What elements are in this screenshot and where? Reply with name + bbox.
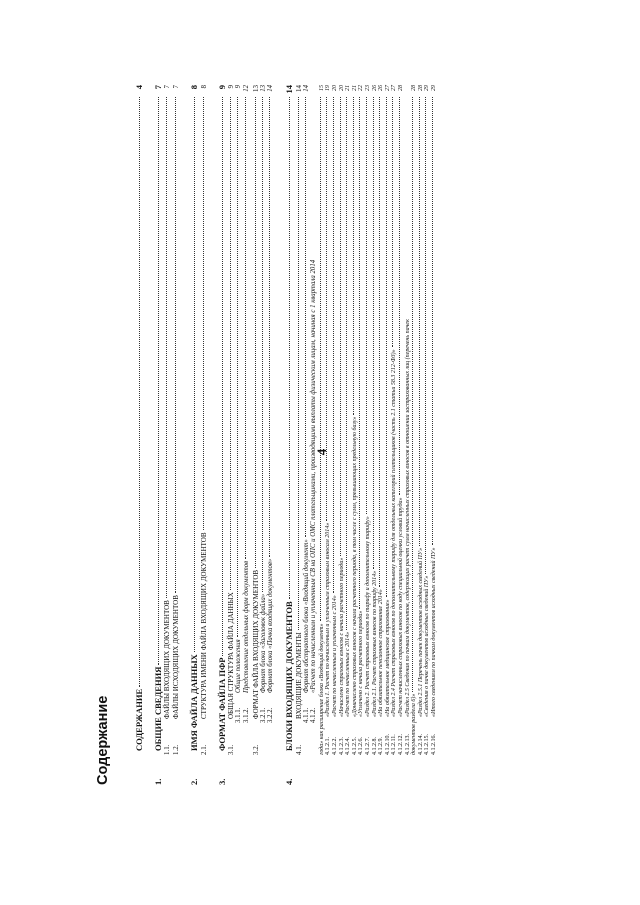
toc-entry[interactable] [311,85,318,785]
toc-entry-title: «Расчет по начисленным с 2014» [345,631,352,717]
toc-entry-page: 29 [424,85,431,91]
toc-dot-leader [425,97,426,574]
toc-entry-number: 3.2. [251,744,260,755]
toc-entry-title: «Доначислено страховых взносов с начала расчетного периода, в том числе с сумм, превышающих предельную базу» [351,416,358,717]
toc-entry-number: 4.1. [294,744,303,755]
toc-entry-number: 3.2.1. [259,707,267,723]
rotated-page-content [95,45,615,805]
toc-entry-number: 4.1.2.15. [424,734,431,755]
toc-entry-title: «Начислено страховых взносов с начала расчетного периода» [338,557,345,717]
toc-entry[interactable] [296,85,303,785]
toc-entry[interactable] [304,85,311,785]
toc-entry[interactable] [261,85,268,785]
toc-entry[interactable] [405,85,411,785]
toc-dot-leader [139,97,140,687]
toc-dot-leader [298,97,299,630]
toc-entry[interactable] [391,85,397,785]
toc-entry-number: 4.1.2.16. [430,734,437,755]
toc-dot-leader [340,97,341,556]
toc-entry-title: ФАЙЛЫ ВХОДЯЩИХ ДОКУМЕНТОВ [163,600,171,719]
toc-entry-page: 28 [411,85,418,91]
toc-entry-title: «Раздел 2.1. Расчет страховых взносов по тарифу 2014» [371,570,378,717]
toc-entry[interactable] [244,85,251,785]
toc-entry-number: 4.1.2. [310,707,318,723]
toc-entry-page: 14 [294,85,303,92]
toc-dot-leader [230,97,231,590]
toc-entry-title: ОБЩАЯ СТРУКТУРА ФАЙЛА ДАННЫХ [227,592,235,719]
toc-dot-leader [412,97,413,692]
toc-entry-page: 13 [259,85,267,92]
toc-entry-page: 9 [216,85,227,90]
toc-entry-page: 8 [199,85,208,89]
toc-entry-title: Представление отдельных форм документов [242,560,250,693]
toc-entry-page: 9 [235,85,242,89]
toc-entry-number: 3. [216,778,227,785]
toc-entry-title: ИМЯ ФАЙЛА ДАННЫХ [189,654,199,751]
toc-entry-page: 27 [384,85,391,91]
toc-entry-page: 14 [302,85,310,92]
toc-entry-number: 3.2.2. [267,707,275,723]
toc-entry[interactable] [352,85,358,785]
toc-entry-number: 4.1.2.8. [371,737,378,755]
toc-entry-title: «Итого сведениям по пачкам документов исходных сведений ПУ» [430,547,437,717]
toc-entry-page: 20 [338,85,345,91]
toc-entry-page: 7 [172,85,180,89]
toc-entry-page: 29 [430,85,437,91]
toc-entry-title: Формат абстрактного блока «Входящий документ» [302,539,310,693]
toc-entry-title: «Сведения о пачке документов исходных сведений ПУ» [424,575,431,717]
toc-dot-leader [392,97,393,347]
toc-entry-title: ФОРМАТ ФАЙЛА ВХОДЯЩИХ ДОКУМЕНТОВ [251,569,260,719]
toc-entry[interactable] [372,85,378,785]
toc-entry-title: «Расчет по начисленным и уплаченным СВ на ОПС и ОМС плательщиками, производящими выплаты физическим лицам, начиная с 1 квартала 2014 [310,259,318,693]
toc-entry-page: 28 [398,85,404,91]
toc-entry-number: 3.1.2. [242,707,250,723]
toc-entry[interactable] [345,85,351,785]
page-title: Содержание [95,695,111,785]
toc-entry-page: 26 [378,85,385,91]
toc-entry-number: 4.1.2.5. [351,737,358,755]
toc-dot-leader [175,97,176,593]
toc-entry[interactable] [411,85,417,785]
toc-dot-leader [419,97,420,546]
toc-entry-number: 4.1.2.6. [358,737,365,755]
toc-entry-number: 3.1. [227,744,235,755]
toc-entry[interactable] [418,85,424,785]
toc-entry[interactable] [190,85,199,785]
toc-entry-page: 12 [242,85,250,92]
toc-entry-title: БЛОКИ ВХОДЯЩИХ ДОКУМЕНТОВ [284,601,295,751]
toc-entry[interactable] [135,85,144,785]
toc-entry-number: 2.1. [199,744,208,755]
toc-entry[interactable] [365,85,371,785]
toc-entry-title: «Расчет начисленных страховых взносов по коду специальной оценки условий труда» [398,497,404,717]
toc-dot-leader [222,97,223,656]
toc-entry-number: 1.2. [172,744,180,755]
toc-entry-page: 14 [284,85,295,94]
toc-dot-leader [346,97,347,630]
toc-entry-title: Общие положения [235,639,242,693]
toc-dot-leader [166,97,167,598]
toc-entry-number: 4.1.2.2. [332,737,339,755]
toc-entry-number: 3.1.1. [235,707,242,723]
toc-dot-leader [269,97,270,557]
toc-dot-leader [194,97,195,652]
toc-dot-leader [333,97,334,593]
toc-entry-title: ФОРМАТ ФАЙЛА ПФР [216,657,227,751]
toc-dot-leader [320,97,321,622]
toc-dot-leader [379,97,380,587]
toc-dot-leader [203,97,204,530]
toc-entry[interactable] [319,85,325,785]
toc-entry-page: 14 [267,85,275,92]
toc-entry-title: Формат блока «Пачка входящих документов» [267,558,275,693]
toc-entry-number: 4.1.2.13. [404,734,411,755]
toc-entry-page: 8 [189,85,199,90]
toc-entry[interactable] [339,85,345,785]
toc-entry-title: ОБЩИЕ СВЕДЕНИЯ [152,666,163,751]
toc-entry-number: 1. [152,778,163,785]
toc-entry-number: 4.1.1. [302,707,310,723]
toc-entry[interactable] [164,85,171,785]
toc-entry-title: «Раздел 2. Расчет страховых взносов по тарифу и дополнительному тарифу» [365,516,372,717]
toc-entry[interactable] [218,85,227,785]
toc-entry[interactable] [154,85,163,785]
toc-entry-title: «Раздел 2.5.1 Перечень пачек документов исходных сведений ПУ» [417,547,424,717]
toc-entry-number: 4.1.2.12. [398,734,404,755]
toc-entry[interactable] [236,85,243,785]
toc-entry-title: СОДЕРЖАНИЕ [134,688,144,751]
toc-entry-number: 4.1.2.14. [417,734,424,755]
toc-entry-number: 4.1.2.7. [365,737,372,755]
toc-entry-page: 27 [391,85,398,91]
toc-entry-title: «На обязательное пенсионное страхование 2014» [378,589,385,717]
toc-entry-page: 21 [351,85,358,91]
toc-entry-number: 4.1.2.3. [338,737,345,755]
toc-entry-number: 4. [284,778,295,785]
toc-entry[interactable] [398,85,404,785]
toc-entry-page: 23 [365,85,372,91]
toc-entry-title: СТРУКТУРА ИМЕНИ ФАЙЛА ВХОДЯЩИХ ДОКУМЕНТОВ [199,532,208,719]
toc-entry-title: ВХОДЯЩИЕ ДОКУМЕНТЫ [294,632,303,719]
toc-dot-leader [255,97,256,568]
toc-entry-title: «Раздел 2.4 Расчет страховых взносов по дополнительному тарифу для отдельных категорий плательщиков (часть 2.1 статьи 58.3 212-ФЗ)» [391,349,398,717]
toc-dot-leader [289,97,290,599]
page-number: 4 [314,448,329,456]
toc-entry-title: «Расчет по начисленным и уплаченным с 2014» [332,595,339,717]
toc-entry-page: 9 [227,85,235,89]
toc-entry-page: 13 [251,85,260,92]
toc-entry-number: 4.1.2.1. [325,737,332,755]
toc-entry[interactable] [228,85,235,785]
toc-entry-number: 4.1.2.11. [391,734,398,755]
toc-entry-title: «Уплачено с начала расчетного периода» [358,610,365,717]
toc-entry[interactable] [201,85,208,785]
toc-entry[interactable] [358,85,364,785]
toc-entry[interactable] [268,85,275,785]
toc-entry-number: 4.1.2.4. [345,737,352,755]
toc-dot-leader [326,97,327,521]
toc-dot-leader [262,97,263,592]
toc-entry-number: 4.1.2.10. [384,734,391,755]
toc-entry-title: Формат блока «Заголовок файла» [259,593,267,693]
toc-dot-leader [305,97,306,537]
toc-dot-leader [359,97,360,609]
toc-entry-page: 22 [358,85,365,91]
toc-entry-page: 4 [134,85,144,90]
toc-entry-page: 7 [152,85,163,90]
toc-entry[interactable] [385,85,391,785]
toc-entry[interactable] [431,85,437,785]
toc-dot-leader [237,97,238,637]
toc-entry-page: 15 [318,85,325,91]
toc-entry-page: 20 [332,85,339,91]
toc-entry-title: ФАЙЛЫ ИСХОДЯЩИХ ДОКУМЕНТОВ [172,595,180,719]
toc-entry-title: года» как расширение блока «Входящий документ» [318,623,325,755]
toc-entry-number: 1.1. [163,744,171,755]
toc-entry[interactable] [325,85,331,785]
toc-dot-leader [399,97,400,495]
toc-entry[interactable] [378,85,384,785]
toc-entry-title: «На обязательное медицинское страхование» [384,599,391,717]
toc-entry[interactable] [424,85,430,785]
toc-entry-title: «Раздел 2.5 Сведения по пачкам документов, содержащих расчет сумм начисленных страховых взносов в отношении застрахованных лиц (перечень пачек [404,319,411,717]
toc-dot-leader [386,97,387,597]
toc-entry-page: 19 [325,85,332,91]
toc-dot-leader [432,97,433,546]
toc-entry-page: 28 [417,85,424,91]
toc-entry[interactable] [173,85,180,785]
toc-entry-title: документов раздела 6)» [411,693,418,755]
toc-entry-page: 21 [345,85,352,91]
toc-dot-leader [158,97,159,665]
toc-entry[interactable] [285,85,294,785]
toc-dot-leader [353,97,354,415]
toc-entry-page: 7 [163,85,171,89]
toc-dot-leader [373,97,374,569]
toc-entry-number: 4.1.2.9. [378,737,385,755]
table-of-contents [125,85,437,785]
toc-dot-leader [366,97,367,514]
toc-dot-leader [245,97,246,559]
toc-entry-number: 2. [189,778,199,785]
toc-entry-page: 26 [371,85,378,91]
toc-entry[interactable] [253,85,260,785]
toc-entry[interactable] [332,85,338,785]
toc-entry-title: «Раздел 1. Расчет по начисленным и уплаченным страховым взносам 2014» [325,522,332,717]
